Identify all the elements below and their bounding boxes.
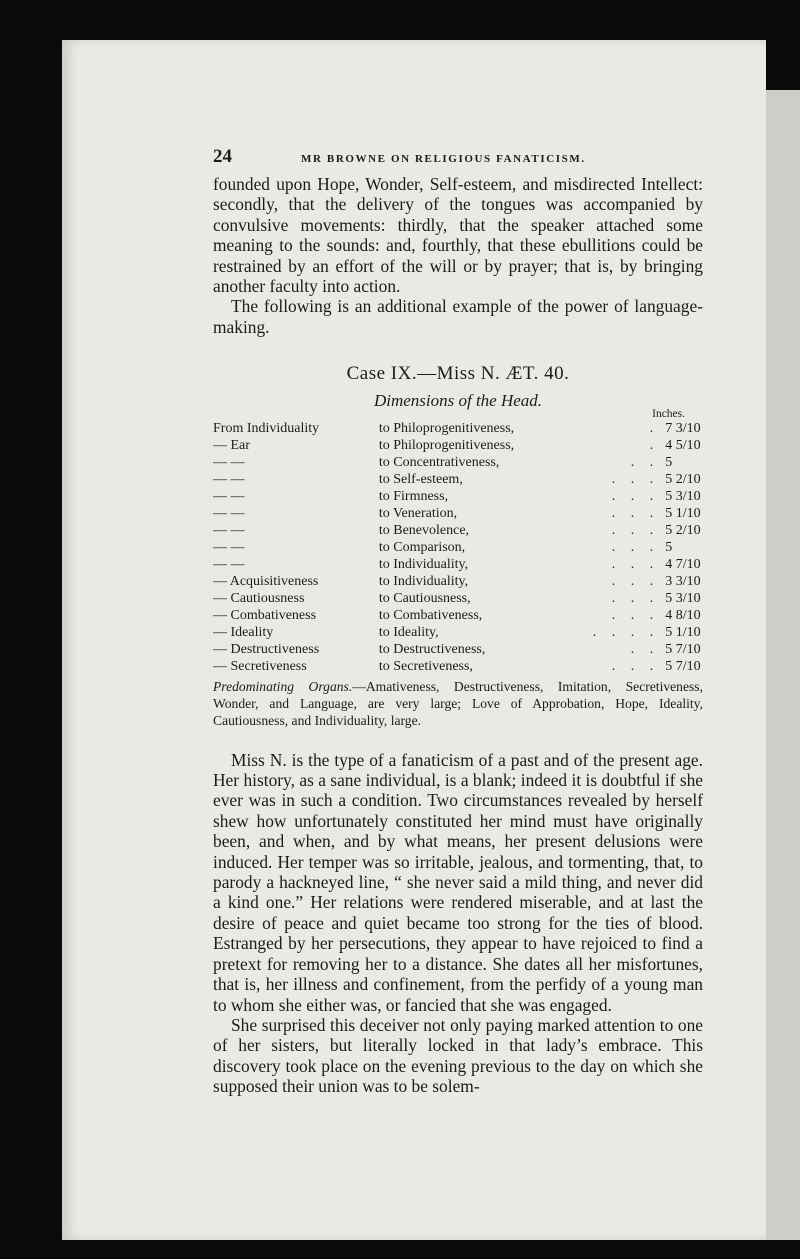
measure-to: to Combativeness,: [378, 608, 483, 624]
table-row: [213, 505, 703, 522]
leader-dots: . . .: [611, 523, 660, 539]
measure-from: — Combativeness: [213, 608, 317, 624]
measure-to: to Concentrativeness,: [378, 455, 500, 471]
measure-from: — Destructiveness: [213, 642, 320, 658]
paragraph-2: The following is an additional example of the power of language-making.: [213, 296, 703, 337]
measure-from: — Ear: [213, 438, 250, 454]
table-row: [213, 658, 703, 675]
measure-from: — Secretiveness: [213, 659, 307, 675]
leader-dots: . .: [630, 642, 660, 658]
table-row: [213, 556, 703, 573]
page-number: 24: [213, 146, 232, 167]
measure-to: to Cautiousness,: [378, 591, 471, 607]
leader-dots: . . .: [611, 506, 660, 522]
table-row: [213, 420, 703, 437]
measure-value: 4 5/10: [665, 438, 701, 454]
measure-to: to Philoprogenitiveness,: [378, 421, 515, 437]
note-label: Predominating Organs.: [213, 679, 353, 695]
measure-to: to Individuality,: [378, 574, 469, 590]
measure-value: 5 1/10: [665, 625, 701, 641]
measure-to: to Destructiveness,: [378, 642, 486, 658]
measure-from: — Ideality: [213, 625, 274, 641]
predominating-organs-note: [213, 679, 703, 729]
measure-value: 4 8/10: [665, 608, 701, 624]
leader-dots: . . .: [611, 557, 660, 573]
measure-from: — —: [213, 523, 245, 539]
measure-value: 3 3/10: [665, 574, 701, 590]
table-row: [213, 488, 703, 505]
leader-dots: .: [649, 438, 660, 454]
leader-dots: . . .: [611, 540, 660, 556]
measure-value: 5: [665, 455, 673, 471]
measure-value: 5 3/10: [665, 591, 701, 607]
measure-value: 4 7/10: [665, 557, 701, 573]
measure-to: to Self-esteem,: [378, 472, 463, 488]
table-row: [213, 573, 703, 590]
measure-value: 5: [665, 540, 673, 556]
dimensions-table: [213, 420, 703, 675]
measure-from: — —: [213, 472, 245, 488]
paragraph-1: founded upon Hope, Wonder, Self-esteem, and misdirected Intellect: secondly, that the delivery of the tongues was accompanied by convulsive movements: thirdly, that the speaker attached some meaning to the sounds: and, fourthly, that these ebullitions could be restrained by an effort of the will or by prayer; that is, by bringing another faculty into action.: [213, 174, 703, 297]
leader-dots: . . .: [611, 574, 660, 590]
paragraph-4: She surprised this deceiver not only paying marked attention to one of her sisters, but literally locked in that lady’s embrace. This discovery took place on the evening previous to the day on which she supposed their union was to be solem-: [213, 1014, 703, 1097]
measure-to: to Ideality,: [378, 625, 439, 641]
leader-dots: . . .: [611, 472, 660, 488]
measure-to: to Philoprogenitiveness,: [378, 438, 515, 454]
table-row: [213, 590, 703, 607]
measure-value: 5 2/10: [665, 523, 701, 539]
leader-dots: . . .: [611, 659, 660, 675]
measure-from: — Acquisitiveness: [213, 574, 319, 590]
measure-to: to Individuality,: [378, 557, 469, 573]
table-row: [213, 522, 703, 539]
page-content: [213, 146, 703, 1097]
measure-to: to Firmness,: [378, 489, 449, 505]
table-row: [213, 471, 703, 488]
measure-value: 5 7/10: [665, 659, 701, 675]
measure-from: — —: [213, 540, 245, 556]
case-heading: Case IX.—Miss N. ÆT. 40.: [346, 363, 570, 385]
measure-value: 7 3/10: [665, 421, 701, 437]
measure-to: to Benevolence,: [378, 523, 470, 539]
measure-from: — —: [213, 557, 245, 573]
measure-value: 5 3/10: [665, 489, 701, 505]
note-text: —Amativeness, Destructiveness, Imitation, Secretiveness, Wonder, and Language, are very large; Love of Approbation, Hope, Ideality, Cautiousness, and Individuality, large.: [213, 679, 703, 728]
measure-to: to Secretiveness,: [378, 659, 473, 675]
table-row: [213, 641, 703, 658]
measure-value: 5 2/10: [665, 472, 701, 488]
leader-dots: . .: [630, 455, 660, 471]
adjacent-page-edge: [764, 90, 800, 1240]
table-row: [213, 437, 703, 454]
running-head: [213, 146, 703, 170]
measure-from: From Individuality: [213, 421, 320, 437]
units-header: Inches.: [652, 408, 685, 421]
measure-from: — Cautiousness: [213, 591, 305, 607]
leader-dots: . . .: [611, 591, 660, 607]
leader-dots: . . . .: [592, 625, 660, 641]
measure-value: 5 1/10: [665, 506, 701, 522]
table-row: [213, 454, 703, 471]
table-row: [213, 539, 703, 556]
measure-to: to Comparison,: [378, 540, 466, 556]
measure-value: 5 7/10: [665, 642, 701, 658]
measure-from: — —: [213, 489, 245, 505]
running-title: MR BROWNE ON RELIGIOUS FANATICISM.: [301, 153, 586, 165]
table-title: Dimensions of the Head.: [373, 391, 543, 411]
measure-from: — —: [213, 455, 245, 471]
paragraph-3: Miss N. is the type of a fanaticism of a past and of the present age. Her history, as a sane individual, is a blank; indeed it is doubtful if she ever was in such a condition. Two circumstances revealed by herself shew how unfortunately constituted her mind must have originally been, and when, and by what means, her present delusions were induced. Her temper was so irritable, jealous, and tormenting, that, to parody a hackneyed line, “ she never said a mild thing, and never did a kind one.” Her relations were rendered miserable, and at last the desire of peace and quiet became too strong for the ties of blood. Estranged by her persecutions, they appear to have rejoiced to find a pretext for removing her to a distance. She dates all her misfortunes, that is, her illness and confinement, from the perfidy of a young man to whom she either was, or fancied that she was engaged.: [213, 749, 703, 1015]
table-row: [213, 624, 703, 641]
leader-dots: . . .: [611, 608, 660, 624]
measure-from: — —: [213, 506, 245, 522]
measure-to: to Veneration,: [378, 506, 458, 522]
table-row: [213, 607, 703, 624]
leader-dots: . . .: [611, 489, 660, 505]
leader-dots: .: [649, 421, 660, 437]
